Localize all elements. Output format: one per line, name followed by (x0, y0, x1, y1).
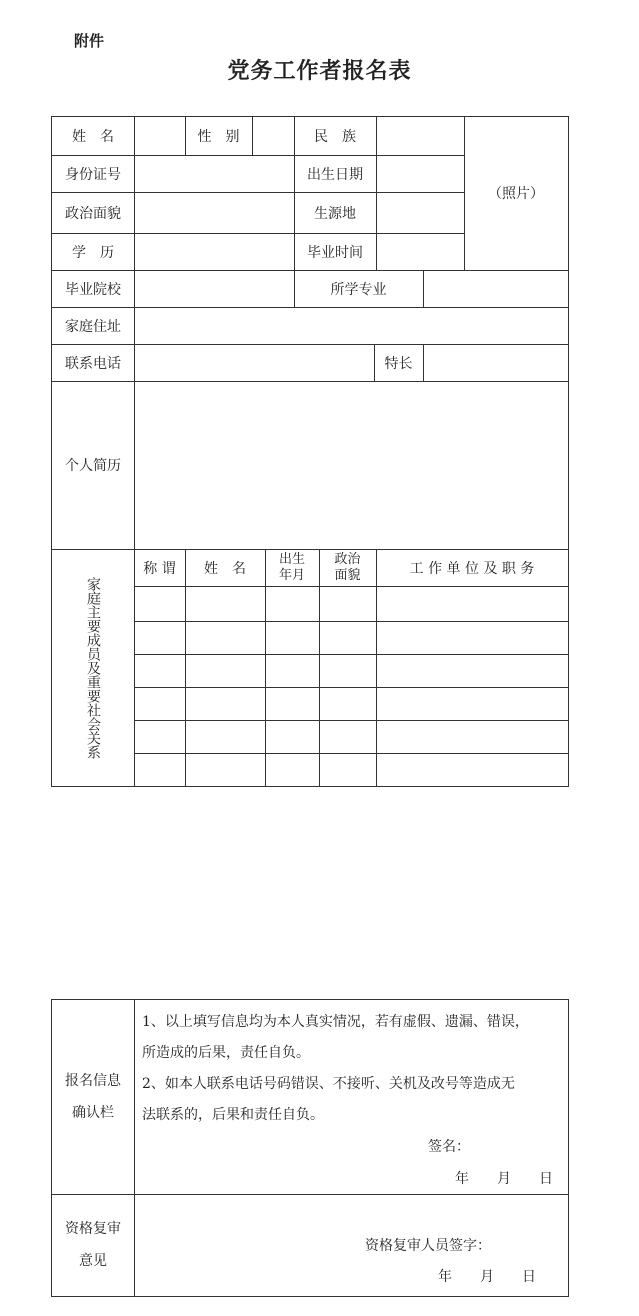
label-id-number: 身份证号 (65, 166, 121, 183)
attachment-label: 附件 (74, 32, 105, 50)
col-relation: 称 谓 (143, 560, 176, 577)
label-address: 家庭住址 (65, 318, 121, 335)
page-title: 党务工作者报名表 (227, 58, 412, 84)
label-phone: 联系电话 (65, 355, 121, 372)
field-address[interactable] (134, 307, 568, 344)
label-review: 资格复审 意见 (65, 1221, 121, 1269)
confirm-text-line3: 2、如本人联系电话号码错误、不接听、关机及改号等造成无 (142, 1076, 515, 1092)
label-gender: 性 别 (197, 128, 240, 145)
field-phone[interactable] (134, 344, 374, 381)
review-sign-label: 资格复审人员签字： (365, 1238, 491, 1254)
field-graduation-time[interactable] (376, 233, 464, 270)
label-family-relations: 家庭主要成员及重要社会关系 (85, 576, 101, 759)
review-date: 年 月 日 (438, 1269, 536, 1285)
label-political-status: 政治面貌 (65, 205, 121, 222)
label-ethnicity: 民 族 (314, 128, 356, 145)
field-name[interactable] (134, 116, 185, 155)
field-specialty[interactable] (423, 344, 568, 381)
label-confirmation: 报名信息 确认栏 (65, 1072, 121, 1121)
label-school: 毕业院校 (65, 281, 121, 298)
field-school[interactable] (134, 270, 294, 307)
col-work-unit: 工 作 单 位 及 职 务 (409, 560, 535, 577)
field-id-number[interactable] (134, 155, 294, 192)
field-ethnicity[interactable] (376, 116, 464, 155)
label-resume: 个人简历 (65, 458, 121, 474)
field-major[interactable] (423, 270, 568, 307)
label-major: 所学专业 (330, 281, 387, 298)
photo-box[interactable]: （照片） (488, 186, 544, 202)
col-member-name: 姓 名 (204, 560, 246, 577)
confirm-sign-label: 签名： (428, 1139, 470, 1155)
field-origin[interactable] (376, 192, 464, 233)
label-name: 姓 名 (72, 128, 114, 145)
label-graduation-time: 毕业时间 (307, 244, 363, 261)
field-birth-date[interactable] (376, 155, 464, 192)
field-gender[interactable] (252, 116, 294, 155)
col-political-status: 政治面貌 (334, 551, 361, 583)
label-specialty: 特长 (384, 355, 413, 372)
label-birth-date: 出生日期 (307, 166, 363, 183)
label-education: 学 历 (72, 244, 114, 261)
confirm-date: 年 月 日 (455, 1171, 553, 1187)
field-resume[interactable] (134, 381, 568, 549)
confirm-text-line4: 法联系的，后果和责任自负。 (142, 1107, 324, 1123)
field-education[interactable] (134, 233, 294, 270)
field-political-status[interactable] (134, 192, 294, 233)
label-origin: 生源地 (314, 205, 356, 222)
confirm-text-line2: 所造成的后果，责任自负。 (142, 1045, 310, 1061)
confirm-text-line1: 1、以上填写信息均为本人真实情况，若有虚假、遗漏、错误， (142, 1014, 529, 1030)
col-birth-month: 出生年月 (278, 551, 305, 583)
